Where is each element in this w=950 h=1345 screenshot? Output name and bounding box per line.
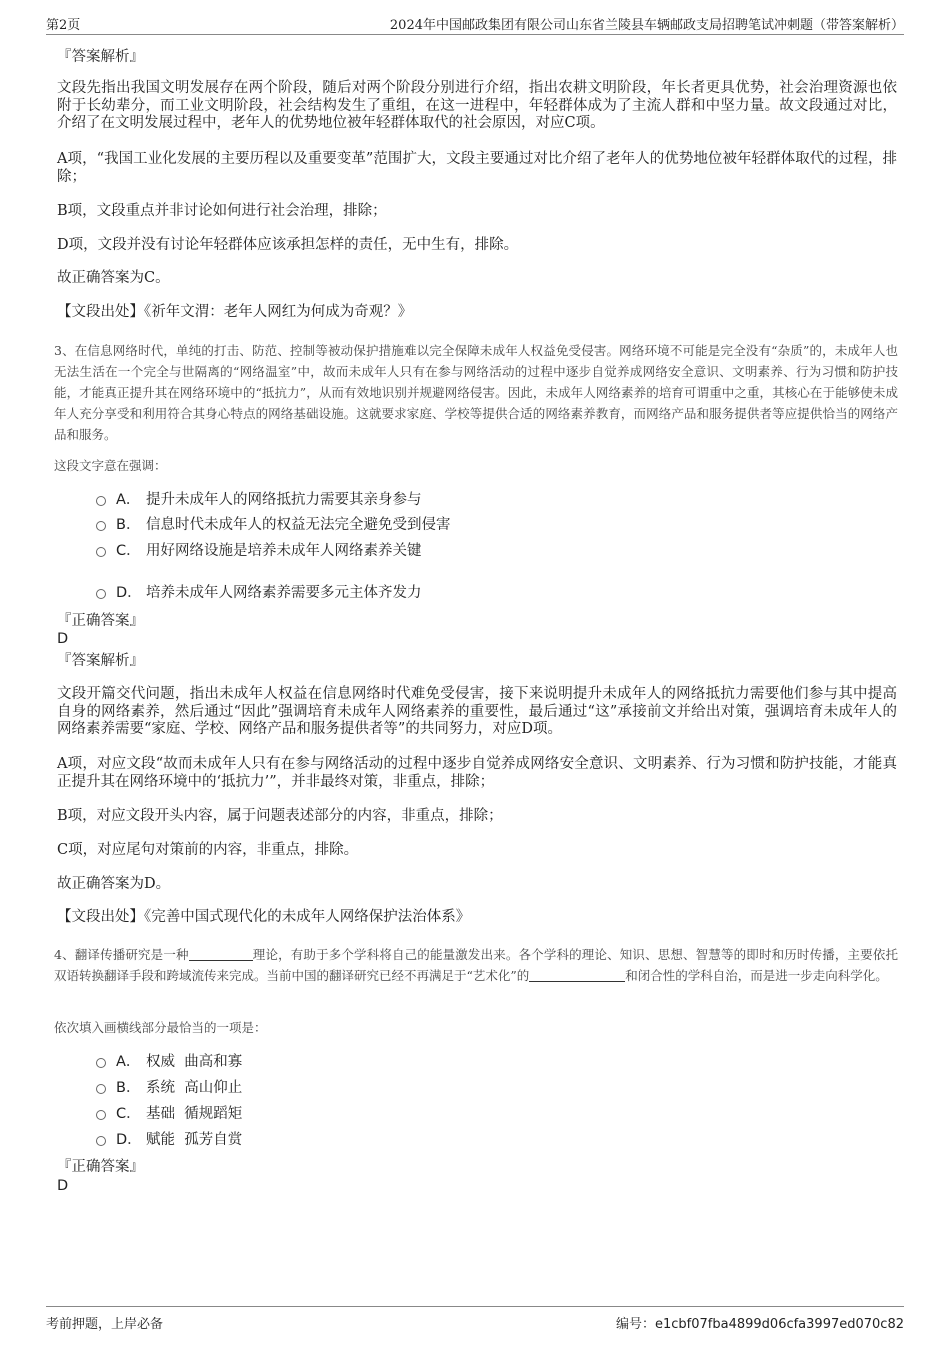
option-text: 信息时代未成年人的权益无法完全避免受到侵害 [146, 517, 451, 533]
page-number: 第2页 [46, 18, 81, 33]
document-code: 编号：e1cbf07fba4899d06cfa3997ed070c82 [615, 1317, 904, 1332]
q3-conclusion: 故正确答案为D。 [57, 876, 171, 892]
q3-option-b-analysis: B项，对应文段开头内容，属于问题表述部分的内容，非重点，排除； [57, 808, 503, 824]
option-text: 培养未成年人网络素养需要多元主体齐发力 [146, 585, 422, 601]
radio-button-icon[interactable] [96, 496, 106, 506]
q3-option-c[interactable]: C． 用好网络设施是培养未成年人网络素养关键 [96, 541, 422, 561]
radio-button-icon[interactable] [96, 1136, 106, 1146]
q3-correct-answer: D [57, 631, 69, 647]
q3-prompt: 这段文字意在强调： [54, 458, 167, 473]
q3-option-a-analysis: A项，对应文段“故而未成年人只有在参与网络活动的过程中逐步自觉养成网络安全意识、文明素养、行为习惯和防护技能，才能真正提升其在网络环境中的‘抵抗力’”，并非最终对策，非重点，排除； [57, 756, 897, 790]
q3-analysis-text: 文段开篇交代问题，指出未成年人权益在信息网络时代难免受侵害，接下来说明提升未成年人的网络抵抗力需要他们参与其中提高自身的网络素养，然后通过“因此”强调培育未成年人网络素养的重要性，最后通过“这”承接前文并给出对策，强调培育未成年人的网络素养需要“家庭、学校、网络产品和服务提供者等”的共同努力，对应D项。 [57, 686, 897, 737]
q4-correct-answer: D [57, 1178, 69, 1194]
footer-slogan: 考前押题，上岸必备 [46, 1317, 164, 1332]
q2-analysis-label: 『答案解析』 [57, 49, 144, 65]
option-text: 权威 曲高和寡 [146, 1054, 243, 1070]
fill-blank-2 [529, 968, 625, 982]
q4-option-b[interactable]: B． 系统 高山仰止 [96, 1078, 242, 1098]
q3-option-c-analysis: C项，对应尾句对策前的内容，非重点，排除。 [57, 842, 359, 858]
q4-prompt: 依次填入画横线部分最恰当的一项是： [54, 1020, 267, 1035]
option-text: 提升未成年人的网络抵抗力需要其亲身参与 [146, 492, 422, 508]
q2-conclusion: 故正确答案为C。 [57, 270, 170, 286]
q3-correct-label: 『正确答案』 [57, 613, 144, 629]
q4-option-a[interactable]: A． 权威 曲高和寡 [96, 1052, 242, 1072]
radio-button-icon[interactable] [96, 1110, 106, 1120]
q3-option-d[interactable]: D． 培养未成年人网络素养需要多元主体齐发力 [96, 583, 422, 603]
option-text: 基础 循规蹈矩 [146, 1106, 243, 1122]
option-text: 系统 高山仰止 [146, 1080, 243, 1096]
q3-source: 【文段出处】《完善中国式现代化的未成年人网络保护法治体系》 [57, 909, 471, 925]
q2-option-b-analysis: B项，文段重点并非讨论如何进行社会治理，排除； [57, 203, 387, 219]
radio-button-icon[interactable] [96, 589, 106, 599]
q4-option-d[interactable]: D． 赋能 孤芳自赏 [96, 1130, 242, 1150]
q4-correct-label: 『正确答案』 [57, 1159, 144, 1175]
page-header [46, 12, 904, 35]
radio-button-icon[interactable] [96, 1084, 106, 1094]
q2-analysis-text: 文段先指出我国文明发展存在两个阶段，随后对两个阶段分别进行介绍，指出农耕文明阶段，年长者更具优势，社会治理资源也依附于长幼辈分，而工业文明阶段，社会结构发生了重组，在这一进程中，年轻群体成为了主流人群和中坚力量。故文段通过对比，介绍了在文明发展过程中，老年人的优势地位被年轻群体取代的社会原因，对应C项。 [57, 80, 897, 131]
q2-source: 【文段出处】《祈年文渭：老年人网红为何成为奇观？》 [57, 304, 413, 320]
fill-blank-1 [189, 947, 253, 961]
document-title: 2024年中国邮政集团有限公司山东省兰陵县车辆邮政支局招聘笔试冲刺题（带答案解析） [389, 18, 904, 33]
option-text: 用好网络设施是培养未成年人网络素养关键 [146, 543, 422, 559]
q4-option-c[interactable]: C． 基础 循规蹈矩 [96, 1104, 242, 1124]
page-footer [46, 1306, 904, 1332]
q2-option-d-analysis: D项，文段并没有讨论年轻群体应该承担怎样的责任，无中生有，排除。 [57, 237, 519, 253]
q2-option-a-analysis: A项，“我国工业化发展的主要历程以及重要变革”范围扩大，文段主要通过对比介绍了老年人的优势地位被年轻群体取代的过程，排除； [57, 151, 897, 185]
radio-button-icon[interactable] [96, 1058, 106, 1068]
q4-passage: 4、翻译传播研究是一种 理论，有助于多个学科将自己的能量激发出来。各个学科的理论、知识、思想、智慧等的即时和历时传播，主要依托双语转换翻译手段和跨域流传来完成。当前中国的翻译研究已经不再满足于“艺术化”的 和闭合性的学科自治，而是进一步走向科学化。 [54, 947, 898, 983]
radio-button-icon[interactable] [96, 521, 106, 531]
q3-option-b[interactable]: B． 信息时代未成年人的权益无法完全避免受到侵害 [96, 515, 451, 535]
q3-analysis-label: 『答案解析』 [57, 653, 144, 669]
q3-passage: 3、在信息网络时代，单纯的打击、防范、控制等被动保护措施难以完全保障未成年人权益免受侵害。网络环境不可能是完全没有“杂质”的，未成年人也无法生活在一个完全与世隔离的“网络温室”中，故而未成年人只有在参与网络活动的过程中逐步自觉养成网络安全意识、文明素养、行为习惯和防护技能，才能真正提升其在网络环境中的“抵抗力”，从而有效地识别并规避网络侵害。因此，未成年人网络素养的培育可谓重中之重，其核心在于能够使未成年人充分享受和利用符合其身心特点的网络基础设施。这就要求家庭、学校等提供合适的网络素养教育，而网络产品和服务提供者等应提供恰当的网络产品和服务。 [54, 343, 898, 442]
radio-button-icon[interactable] [96, 547, 106, 557]
q3-option-a[interactable]: A． 提升未成年人的网络抵抗力需要其亲身参与 [96, 490, 422, 510]
option-text: 赋能 孤芳自赏 [146, 1132, 243, 1148]
